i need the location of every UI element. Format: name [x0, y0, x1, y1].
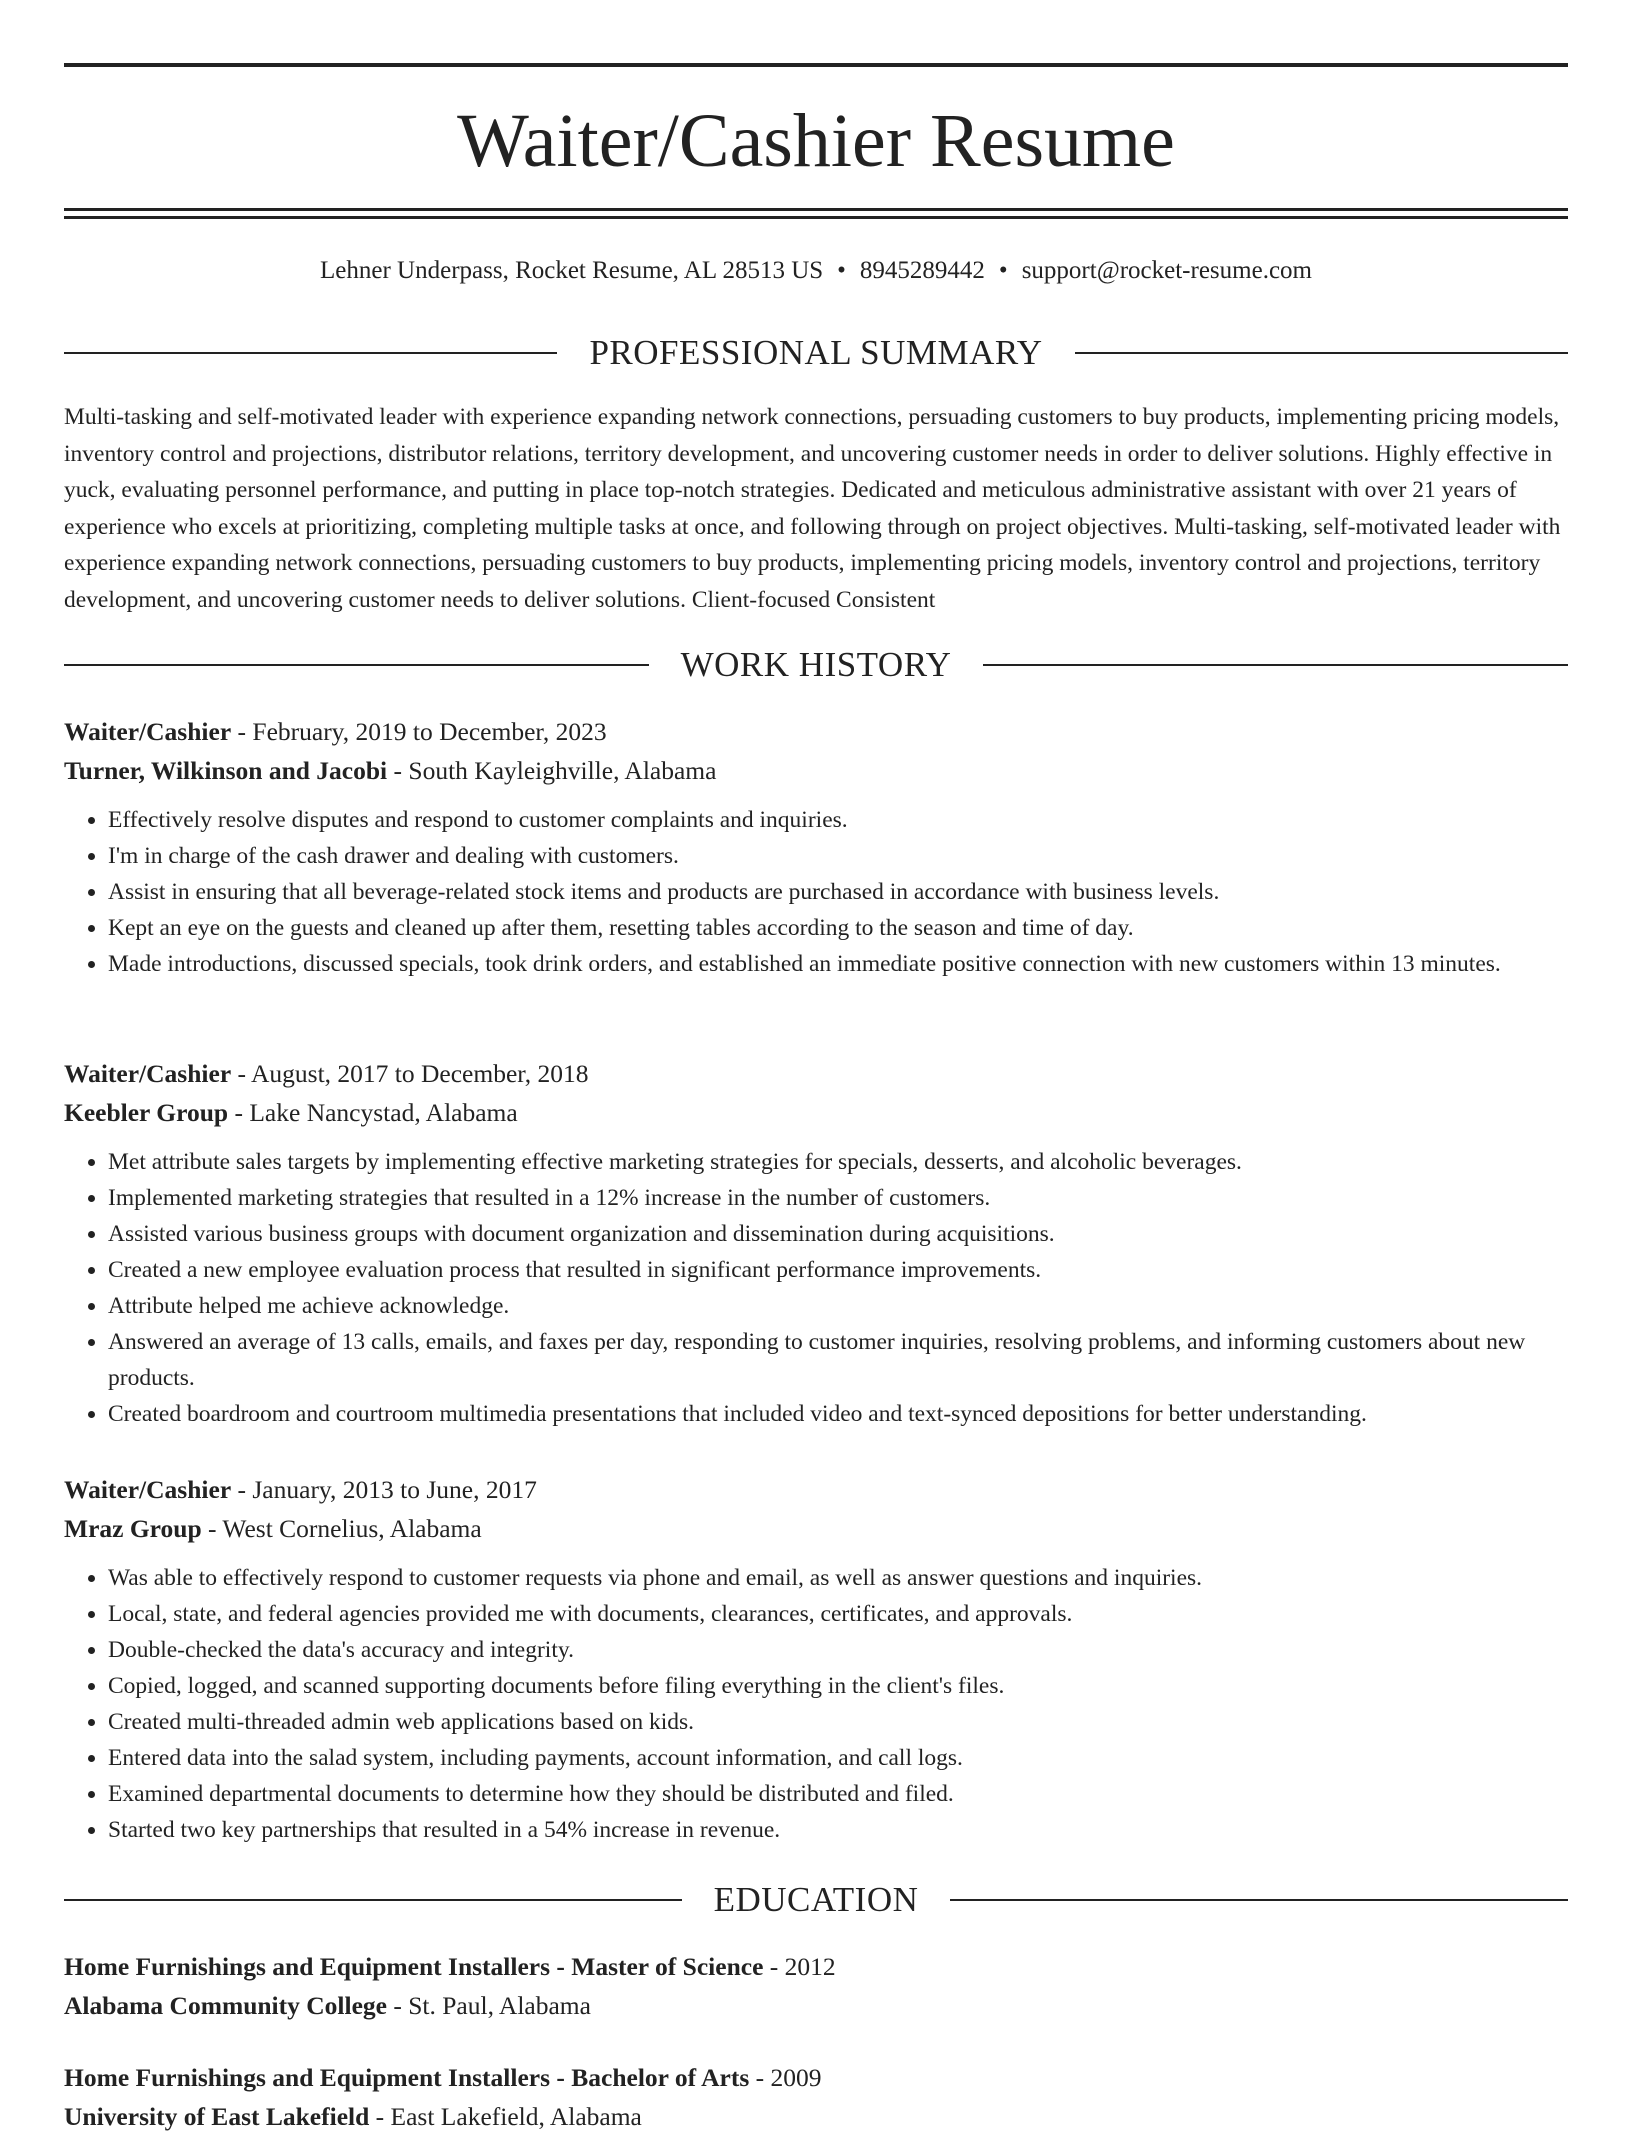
education-location: - St. Paul, Alabama	[393, 1991, 591, 2020]
section-heading-summary	[64, 333, 1568, 373]
job-location: - Lake Nancystad, Alabama	[234, 1098, 518, 1127]
job-title-line	[64, 712, 1568, 751]
job-bullet: • Started two key partnerships that resulted in a 54% increase in revenue.	[108, 1812, 1568, 1848]
section-title: EDUCATION	[713, 1880, 919, 1919]
job-location: - South Kayleighville, Alabama	[393, 756, 717, 785]
job-company-line	[64, 1509, 1568, 1548]
job-bullet: • Answered an average of 13 calls, emails, and faxes per day, responding to customer inquiries, resolving problems, and informing customers about new products.	[108, 1324, 1568, 1396]
education-degree: Home Furnishings and Equipment Installers - Master of Science	[64, 1952, 764, 1981]
education-school-line	[64, 2097, 1568, 2136]
heading-rule-right	[983, 664, 1568, 666]
contact-phone: 8945289442	[859, 257, 985, 284]
job-title: Waiter/Cashier	[64, 1475, 232, 1504]
job-bullet: • Created a new employee evaluation process that resulted in significant performance improvements.	[108, 1252, 1568, 1288]
job-location: - West Cornelius, Alabama	[208, 1514, 482, 1543]
job-dates: - August, 2017 to December, 2018	[237, 1059, 589, 1088]
job-title-line	[64, 1470, 1568, 1509]
job-entry	[64, 1054, 1568, 1432]
heading-rule-right	[950, 1899, 1568, 1901]
education-degree-line	[64, 1947, 1568, 1986]
job-company-line	[64, 751, 1568, 790]
education-year: - 2009	[755, 2063, 822, 2092]
job-bullets	[64, 802, 1568, 982]
contact-separator: •	[837, 257, 846, 284]
education-entry	[64, 2058, 1568, 2136]
job-bullets	[64, 1144, 1568, 1432]
education-school-line	[64, 1986, 1568, 2025]
job-company: Mraz Group	[64, 1514, 202, 1543]
job-bullet: • Made introductions, discussed specials, took drink orders, and established an immediate positive connection with new customers within 13 minutes.	[108, 946, 1568, 982]
job-bullet: • Entered data into the salad system, including payments, account information, and call logs.	[108, 1740, 1568, 1776]
contact-address: Lehner Underpass, Rocket Resume, AL 28513 US	[320, 257, 824, 284]
job-entry	[64, 1470, 1568, 1848]
heading-rule-left	[64, 664, 649, 666]
job-bullet: • Kept an eye on the guests and cleaned up after them, resetting tables according to the season and time of day.	[108, 910, 1568, 946]
job-bullet: • Implemented marketing strategies that resulted in a 12% increase in the number of customers.	[108, 1180, 1568, 1216]
job-title-line	[64, 1054, 1568, 1093]
job-title: Waiter/Cashier	[64, 717, 232, 746]
heading-rule-left	[64, 352, 557, 354]
resume-title: Waiter/Cashier Resume	[457, 99, 1175, 183]
job-bullet: • Effectively resolve disputes and respond to customer complaints and inquiries.	[108, 802, 1568, 838]
header-top-rule	[64, 63, 1568, 67]
job-bullet: • Met attribute sales targets by implementing effective marketing strategies for specials, desserts, and alcoholic beverages.	[108, 1144, 1568, 1180]
job-bullet: • Copied, logged, and scanned supporting documents before filing everything in the client's files.	[108, 1668, 1568, 1704]
job-bullet: • Double-checked the data's accuracy and integrity.	[108, 1632, 1568, 1668]
job-bullet: • Created multi-threaded admin web applications based on kids.	[108, 1704, 1568, 1740]
job-bullet: • Local, state, and federal agencies provided me with documents, clearances, certificates, and approvals.	[108, 1596, 1568, 1632]
job-bullet: • I'm in charge of the cash drawer and dealing with customers.	[108, 838, 1568, 874]
job-bullet: • Assist in ensuring that all beverage-related stock items and products are purchased in accordance with business levels.	[108, 874, 1568, 910]
education-degree: Home Furnishings and Equipment Installers - Bachelor of Arts	[64, 2063, 750, 2092]
job-bullets	[64, 1560, 1568, 1848]
header-bottom-rule-2	[64, 216, 1568, 219]
section-heading-education	[64, 1880, 1568, 1920]
heading-rule-right	[1075, 352, 1568, 354]
summary-text: Multi-tasking and self-motivated leader with experience expanding network connections, persuading customers to buy products, implementing pricing models, inventory control and projections, distributor relations, territory development, and uncovering customer needs in order to deliver solutions. Highly effective in yuck, evaluating personnel performance, and putting in place top-notch strategies. Dedicated and meticulous administrative assistant with over 21 years of experience who excels at prioritizing, completing multiple tasks at once, and following through on project objectives. Multi-tasking, self-motivated leader with experience expanding network connections, persuading customers to buy products, implementing pricing models, inventory control and projections, territory development, and uncovering customer needs to deliver solutions. Client-focused Consistent	[64, 404, 1561, 613]
education-school: Alabama Community College	[64, 1991, 387, 2020]
education-location: - East Lakefield, Alabama	[375, 2102, 642, 2131]
education-year: - 2012	[769, 1952, 836, 1981]
job-bullet: • Examined departmental documents to determine how they should be distributed and filed.	[108, 1776, 1568, 1812]
job-bullet: • Was able to effectively respond to customer requests via phone and email, as well as answer questions and inquiries.	[108, 1560, 1568, 1596]
job-entry	[64, 712, 1568, 982]
section-title: PROFESSIONAL SUMMARY	[589, 333, 1043, 372]
contact-separator: •	[998, 257, 1008, 284]
job-bullet: • Attribute helped me achieve acknowledge.	[108, 1288, 1568, 1324]
section-heading-work	[64, 645, 1568, 685]
heading-rule-left	[64, 1899, 682, 1901]
job-company-line	[64, 1093, 1568, 1132]
job-title: Waiter/Cashier	[64, 1059, 232, 1088]
job-bullet: • Assisted various business groups with document organization and dissemination during acquisitions.	[108, 1216, 1568, 1252]
job-bullet: • Created boardroom and courtroom multimedia presentations that included video and text-synced depositions for better understanding.	[108, 1396, 1568, 1432]
job-company: Keebler Group	[64, 1098, 229, 1127]
education-school: University of East Lakefield	[64, 2102, 370, 2131]
header-bottom-rule	[64, 208, 1568, 211]
contact-email: support@rocket-resume.com	[1021, 257, 1312, 284]
job-dates: - January, 2013 to June, 2017	[237, 1475, 537, 1504]
contact-line	[64, 253, 1568, 289]
section-title: WORK HISTORY	[680, 645, 952, 684]
education-degree-line	[64, 2058, 1568, 2097]
job-company: Turner, Wilkinson and Jacobi	[64, 756, 388, 785]
job-dates: - February, 2019 to December, 2023	[237, 717, 607, 746]
education-entry	[64, 1947, 1568, 2025]
